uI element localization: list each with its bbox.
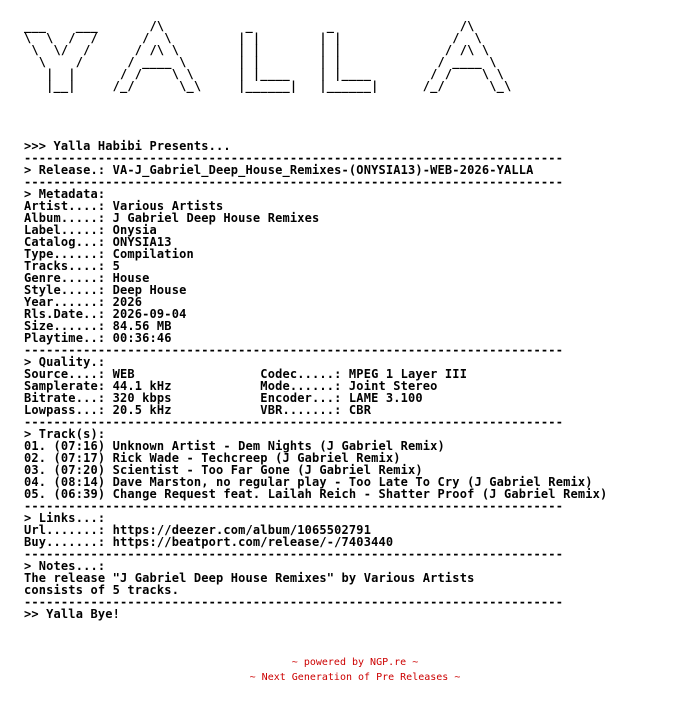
metadata-line: Catalog...: ONYSIA13 — [24, 235, 172, 249]
footer-tagline: ~ Next Generation of Pre Releases ~ — [249, 672, 461, 683]
metadata-line: Genre.....: House — [24, 271, 150, 285]
links-heading: > Links...: — [24, 511, 106, 525]
separator: ------------------------------------------------------------------------- — [24, 499, 564, 513]
track-line: 04. (08:14) Dave Marston, no regular play - Too Late To Cry (J Gabriel Remix) — [24, 475, 593, 489]
track-line: 05. (06:39) Change Request feat. Lailah Reich - Shatter Proof (J Gabriel Remix) — [24, 487, 608, 501]
track-line: 02. (07:17) Rick Wade - Techcreep (J Gabriel Remix) — [24, 451, 401, 465]
separator: ------------------------------------------------------------------------- — [24, 151, 564, 165]
track-line: 03. (07:20) Scientist - Too Far Gone (J Gabriel Remix) — [24, 463, 423, 477]
bye-line: >> Yalla Bye! — [24, 607, 120, 621]
separator: ------------------------------------------------------------------------- — [24, 547, 564, 561]
blank-line — [24, 104, 607, 116]
metadata-line: Playtime..: 00:36:46 — [24, 331, 172, 345]
metadata-line: Tracks....: 5 — [24, 259, 120, 273]
metadata-line: Artist....: Various Artists — [24, 199, 224, 213]
separator: ------------------------------------------------------------------------- — [24, 595, 564, 609]
separator: ------------------------------------------------------------------------- — [24, 175, 564, 189]
quality-line: Bitrate...: 320 kbps Encoder...: LAME 3.100 — [24, 391, 423, 405]
blank-line — [24, 116, 607, 128]
metadata-line: Year......: 2026 — [24, 295, 143, 309]
quality-heading: > Quality.: — [24, 355, 106, 369]
quality-line: Samplerate: 44.1 kHz Mode......: Joint Stereo — [24, 379, 438, 393]
footer-powered-by: ~ powered by NGP.re ~ — [291, 657, 419, 668]
tracks-heading: > Track(s): — [24, 427, 106, 441]
quality-line: Lowpass...: 20.5 kHz VBR.......: CBR — [24, 403, 372, 417]
link-line: Buy.......: https://beatport.com/release/-/7403440 — [24, 535, 394, 549]
nfo-document — [24, 20, 607, 620]
quality-line: Source....: WEB Codec.....: MPEG 1 Layer III — [24, 367, 468, 381]
yalla-ascii-logo: ___ ___ /\ _ _ /\ \ \ / / / \ | | | | / \ \ \/ / / /\ \ | | | | / /\ \ \ / / ____ \ | | | | / ____ \ | | / / \ \ | |____ | |____ / / \ \ |__| /_/ \_\ |______| |______| /_/ \_\ — [24, 19, 512, 93]
metadata-line: Label.....: Onysia — [24, 223, 157, 237]
notes-line: The release "J Gabriel Deep House Remixes" by Various Artists — [24, 571, 475, 585]
metadata-line: Size......: 84.56 MB — [24, 319, 172, 333]
metadata-line: Type......: Compilation — [24, 247, 194, 261]
metadata-heading: > Metadata: — [24, 187, 106, 201]
link-line: Url.......: https://deezer.com/album/1065502791 — [24, 523, 372, 537]
separator: ------------------------------------------------------------------------- — [24, 343, 564, 357]
separator: ------------------------------------------------------------------------- — [24, 415, 564, 429]
metadata-line: Album.....: J Gabriel Deep House Remixes — [24, 211, 320, 225]
release-line: > Release.: VA-J_Gabriel_Deep_House_Remixes-(ONYSIA13)-WEB-2026-YALLA — [24, 163, 534, 177]
presents-line: >>> Yalla Habibi Presents... — [24, 139, 231, 153]
notes-heading: > Notes...: — [24, 559, 106, 573]
metadata-line: Rls.Date..: 2026-09-04 — [24, 307, 187, 321]
track-line: 01. (07:16) Unknown Artist - Dem Nights (J Gabriel Remix) — [24, 439, 445, 453]
metadata-line: Style.....: Deep House — [24, 283, 187, 297]
notes-line: consists of 5 tracks. — [24, 583, 180, 597]
blank-line — [24, 92, 607, 104]
